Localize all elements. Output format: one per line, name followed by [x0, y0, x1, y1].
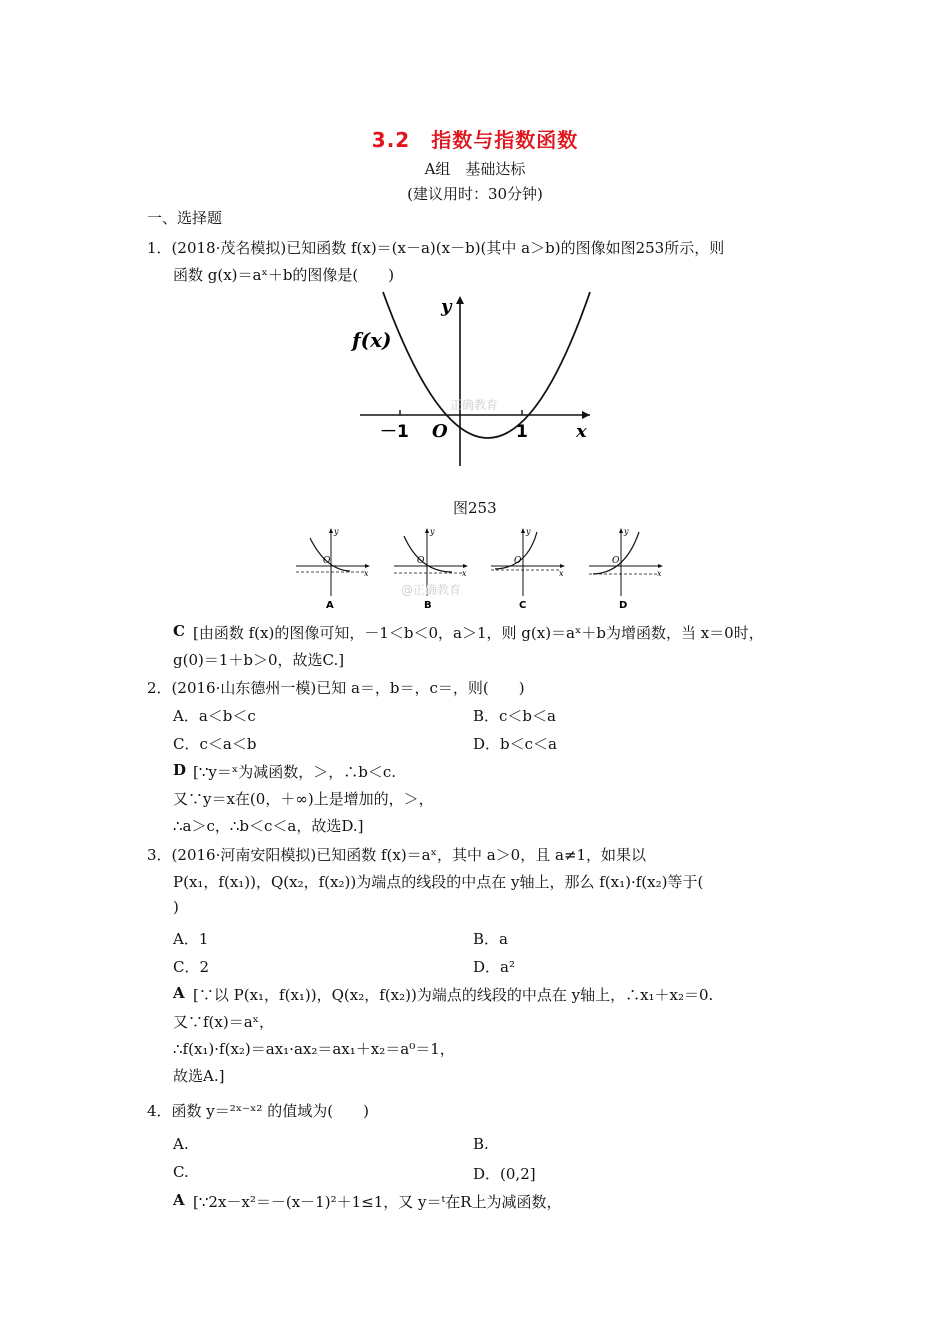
q1-answer-line2: g(0)＝1＋b＞0，故选C.] [173, 651, 345, 669]
svg-text:y: y [624, 527, 629, 536]
q2-option-a: A．a＜b＜c [173, 707, 256, 725]
tick-1-label: 1 [516, 422, 528, 442]
q4-option-a: A. [173, 1135, 189, 1153]
svg-text:O: O [417, 556, 425, 566]
svg-text:O: O [612, 556, 620, 566]
group-heading: A组 基础达标 [424, 160, 526, 178]
option-b-graph [390, 524, 472, 612]
q2-option-d: D．b＜c＜a [473, 735, 557, 753]
svg-text:x: x [462, 569, 467, 578]
svg-text:O: O [514, 556, 522, 566]
q4-stem: 4．函数 y＝²ˣ⁻ˣ² 的值域为( ) [147, 1102, 369, 1120]
q4-answer-line1: [∵2x－x²＝－(x－1)²＋1≤1，又 y＝ᵗ在R上为减函数， [193, 1193, 562, 1211]
svg-text:x: x [657, 569, 662, 578]
option-d-graph [585, 524, 667, 612]
section-heading: 一、选择题 [147, 209, 223, 227]
q3-answer-line3: ∴f(x₁)·f(x₂)＝ax₁·ax₂＝ax₁＋x₂＝a⁰＝1， [173, 1040, 455, 1058]
q3-stem-line1: 3．(2016·河南安阳模拟)已知函数 f(x)＝aˣ，其中 a＞0，且 a≠1，如果以 [147, 846, 647, 864]
q4-answer-letter: A [173, 1191, 185, 1209]
watermark-2: @正确教育 [401, 583, 462, 597]
q1-stem-line2: 函数 g(x)＝aˣ＋b的图像是( ) [173, 266, 395, 284]
q3-answer-line2: 又∵f(x)＝aˣ， [173, 1013, 275, 1031]
q3-option-a: A．1 [173, 930, 209, 948]
option-c-graph [487, 524, 569, 612]
q2-answer-line1: [∵y＝ˣ为减函数，＞，∴b＜c. [193, 763, 396, 781]
svg-text:x: x [364, 569, 369, 578]
q3-option-b: B．a [473, 930, 508, 948]
q2-answer-letter: D [173, 761, 187, 779]
option-b-label: B [424, 600, 432, 611]
option-c-label: C [519, 600, 527, 611]
option-a-label: A [326, 600, 334, 611]
fig-label: f(x) [352, 328, 392, 352]
watermark-text: 正确教育 [450, 398, 499, 412]
q4-option-b: B. [473, 1135, 489, 1153]
time-hint: (建议用时：30分钟) [407, 185, 543, 203]
svg-text:O: O [323, 556, 331, 566]
q2-answer-line3: ∴a＞c，∴b＜c＜a，故选D.] [173, 817, 364, 835]
q3-stem-line2: P(x₁，f(x₁))，Q(x₂，f(x₂))为端点的线段的中点在 y轴上，那么 f(x₁)·f(x₂)等于( [173, 873, 704, 891]
axis-y-label: y [441, 296, 452, 317]
q1-stem-line1: 1．(2018·茂名模拟)已知函数 f(x)＝(x－a)(x－b)(其中 a＞b)的图像如图253所示，则 [147, 239, 725, 257]
q3-answer-line4: 故选A.] [173, 1067, 225, 1085]
q3-answer-line1: [∵以 P(x₁，f(x₁))，Q(x₂，f(x₂))为端点的线段的中点在 y轴上，∴x₁＋x₂＝0. [193, 986, 714, 1004]
figure-253-graph [350, 288, 600, 468]
svg-text:y: y [526, 527, 531, 536]
q4-option-c: C. [173, 1163, 189, 1181]
q2-stem: 2．(2016·山东德州一模)已知 a＝，b＝，c＝，则( ) [147, 679, 525, 697]
q2-answer-line2: 又∵y＝x在(0，＋∞)上是增加的，＞， [173, 790, 434, 808]
svg-text:y: y [334, 527, 339, 536]
q3-answer-letter: A [173, 984, 185, 1002]
q2-option-b: B．c＜b＜a [473, 707, 556, 725]
option-d-label: D [619, 600, 628, 611]
q1-answer-letter: C [173, 622, 185, 640]
figure-caption: 图253 [453, 499, 497, 517]
origin-label: O [432, 421, 448, 442]
q3-option-c: C．2 [173, 958, 210, 976]
q3-stem-line3: ) [173, 898, 179, 916]
tick-neg1-label: －1 [380, 422, 409, 442]
q2-option-c: C．c＜a＜b [173, 735, 257, 753]
svg-text:y: y [430, 527, 435, 536]
axis-x-label: x [576, 421, 587, 442]
q1-answer-line1: [由函数 f(x)的图像可知，－1＜b＜0，a＞1，则 g(x)＝aˣ＋b为增函数，当 x＝0时， [193, 624, 764, 642]
svg-text:x: x [559, 569, 564, 578]
q4-option-d: D．(0,2] [473, 1165, 536, 1183]
q3-option-d: D．a² [473, 958, 515, 976]
option-a-graph [292, 524, 374, 612]
page-title: 3.2 指数与指数函数 [371, 128, 579, 152]
